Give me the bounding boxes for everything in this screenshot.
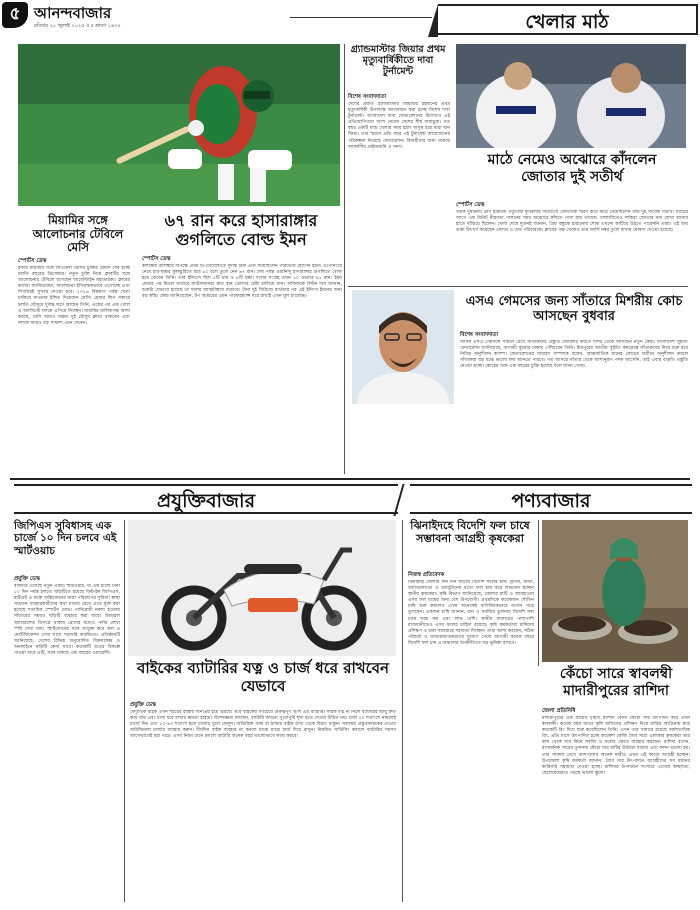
market-section-title: পণ্যবাজার: [511, 490, 591, 512]
coach-headline: এসএ গেমসের জন্য সাঁতারে মিশরীয় কোচ আসছেন বুধবার: [465, 294, 683, 325]
jota-photo-art: [456, 44, 686, 148]
cricket-photo-art: [18, 44, 340, 206]
fruit-byline: নিজস্ব প্রতিবেদক: [408, 572, 445, 578]
compost-photo: [542, 520, 688, 662]
date-line: রবিবার ২০ জুলাই ২০২৫ ॥ ৫ শ্রাবণ ১৪৩২: [34, 23, 121, 29]
fruit-body: ঝিনাইদহ জেলায় দিন দিন বাড়ছে বিদেশি ফলের চাষ। ড্রাগন, মাল্টা, অ্যাভোকাডো ও রামবুটানের মতো ফল চাষ করে লাভবান হচ্ছেন স্থানীয় কৃষকেরা। কৃষি বিভাগ জানিয়েছে, জেলার মাটি ও আবহাওয়া এসব ফল চাষের জন্য বেশ উপযোগী। প্রথমদিকে কয়েকজন শৌখিন চাষি শুরু করলেও এখন অনেকেই বাণিজ্যিকভাবে বাগান গড়ে তুলছেন। একজন চাষি জানান, ধান ও সবজির তুলনায় বিদেশি ফল চাষে খরচ কম এবং লাভ বেশি। স্থানীয় বাজারের পাশাপাশি রাজধানীতেও এসব ফলের চাহিদা রয়েছে। কৃষি কর্মকর্তারা চাষিদের প্রশিক্ষণ ও চারা সরবরাহে সহায়তা দিচ্ছেন। তারা আশা করছেন, সঠিক পরিচর্যা ও বাজারজাতকরণের সুযোগ পেলে আগামী কয়েক বছরে বিদেশি ফল চাষ এ অঞ্চলের অর্থনীতিতে বড় ভূমিকা রাখবে।: [408, 580, 534, 646]
coach-byline: বিশেষ সংবাদদাতা: [460, 332, 499, 338]
sports-section-title: খেলার মাঠ: [525, 11, 609, 33]
coach-photo-art: [352, 290, 454, 404]
cricket-photo: [18, 44, 340, 206]
sports-col-divider: [344, 44, 345, 474]
masthead: [0, 0, 700, 40]
jota-photo: [456, 44, 686, 148]
banner-slant: [428, 4, 438, 37]
compost-body: মাদারীপুরের এক গ্রামের গৃহিণী রাশিদা বেগম কেঁচো সার উৎপাদন করে এখন স্বাবলম্বী। কয়েক বছর আগে কৃষি অফিসের প্রশিক্ষণ নিয়ে বাড়ির আঙিনায় মাত্র কয়েকটি রিং দিয়ে শুরু করেছিলেন তিনি। এখন তার খামারে রয়েছে অর্ধশতাধিক রিং, প্রতি মাসে উৎপাদিত হচ্ছে কয়েকশ কেজি জৈব সার। এলাকার কৃষকেরা তার কাছ থেকে সার কিনে সবজি ও ফলের ক্ষেতে ব্যবহার করছেন। রাশিদা বলেন, রাসায়নিক সারের তুলনায় কেঁচো সার মাটির উর্বরতা বাড়ায় এবং ফলন ভালো হয়। তার সাফল্য দেখে আশপাশের অনেক নারীও এখন এই কাজে আগ্রহী হচ্ছেন। উপজেলা কৃষি কর্মকর্তা জানান, জৈব সার উৎপাদনে আগ্রহীদের সব ধরনের কারিগরি সহায়তা দেওয়া হচ্ছে। রাশিদার উপার্জনে সংসারে এসেছে স্বচ্ছলতা, ছেলেমেয়েরাও পড়ছে ভালো স্কুলে।: [542, 716, 690, 776]
compost-photo-art: [542, 520, 688, 662]
chess-byline: বিশেষ সংবাদদাতা: [348, 94, 387, 100]
page-number: ৫: [9, 4, 21, 24]
coach-photo: [352, 290, 454, 404]
cricket-byline: স্পোর্টস ডেস্ক: [142, 256, 171, 262]
messi-headline: মিয়ামির সঙ্গে আলোচনার টেবিলে মেসি: [32, 213, 124, 255]
tech-banner: [14, 484, 398, 514]
fruit-headline: ঝিনাইদহে বিদেশি ফল চাষে সম্ভাবনা আগ্রহী কৃষকেরা: [410, 519, 530, 545]
tech-market-divider: [402, 520, 403, 902]
paper-logo: আনন্দবাজার: [34, 4, 112, 22]
bike-headline: বাইকের ব্যাটারির যত্ন ও চার্জ ধরে রাখবেন যেভাবে: [137, 659, 389, 695]
cricket-body: কলম্বোয় শ্রীলঙ্কার বিপক্ষে প্রথম টি-টোয়েন্টিতে দুর্দান্ত শুরু এনে দিয়েছিলেন পারভেজ হোসেন ইমন। ওপেনিংয়ে নেমে চার-ছক্কার ফুলঝুরিতে মাত্র ৪২ বলে তুলে নেন ৬৭ রান। শেষ পর্যন্ত ওয়ানিন্দু হাসারাঙ্গার গুগলিতে বোল্ড হয়ে ফেরেন তিনি। তার ইনিংসে ছিল ৫টি চার ও ৪টি ছক্কা। দলের সংগ্রহ তখন ১০ ওভারে ৯২ রান। ইমন ফেরার পর মিডল অর্ডারে ব্যাটসম্যানরা দ্রুত রান তোলার চেষ্টা চালিয়ে যান। অধিনায়ক লিটন দাস জানান, শুরুটা যেভাবে হয়েছে তা দলের আত্মবিশ্বাস বাড়াবে। টানা দুই সিরিজে ব্যর্থতার পর এই ইনিংস ইমনের জন্য বড় স্বস্তি। কোচ জানিয়েছেন, টপ অর্ডারের এমন পারফরম্যান্স ধরে রাখাই এখন মূল চ্যালেঞ্জ।: [142, 264, 342, 300]
market-banner: [410, 484, 692, 514]
masthead-rule: [290, 17, 432, 18]
section-separator: [10, 478, 690, 480]
jota-headline: মাঠে নেমেও অঝোরে কাঁদলেন জোতার দুই সতীর্থ: [487, 152, 657, 185]
watch-headline: জিপিএস সুবিধাসহ এক চার্জে ১০ দিন চলবে এই স্মার্টওয়াচ: [14, 520, 117, 557]
cricket-headline: ৬৭ রান করে হাসারাঙ্গার গুগলিতে বোল্ড ইমন: [164, 211, 318, 249]
watch-body: বাজারে এসেছে নতুন একটি স্মার্টওয়াচ, যা এক চার্জে টানা ১০ দিন পর্যন্ত চলবে। ঘড়িটিতে রয়েছে বিল্ট-ইন জিপিএস, হার্টরেট ও রক্তে অক্সিজেনের মাত্রা পরিমাপের সুবিধা। স্বাস্থ্য সচেতন ব্যবহারকারীদের কথা মাথায় রেখে এতে যুক্ত করা হয়েছে শতাধিক স্পোর্টস মোড। পানিরোধী নকশা হওয়ায় সাঁতারের সময়ও ঘড়িটি ব্যবহার করা যাবে। উজ্জ্বল অ্যামোলেড ডিসপ্লে থাকায় রোদের মধ্যেও পর্দার লেখা স্পষ্ট দেখা যায়। স্মার্টফোনের সঙ্গে সংযুক্ত করে কল ও নোটিফিকেশন দেখা যাবে সরাসরি কবজিতে। প্রতিষ্ঠানটি জানিয়েছে, দেশের বিভিন্ন অনুমোদিত বিক্রয়কেন্দ্র ও অনলাইনে ঘড়িটি কেনা যাবে। কয়েকটি রঙের বিকল্পে পাওয়া যাবে এটি, সঙ্গে থাকছে এক বছরের ওয়ারেন্টি।: [14, 584, 120, 657]
sports-row-divider: [348, 286, 688, 287]
messi-byline: স্পোর্টস ডেস্ক: [18, 258, 47, 264]
compost-byline: জেলা প্রতিনিধি: [542, 708, 576, 714]
jota-body: সড়ক দুর্ঘটনায় প্রাণ হারানো পর্তুগিজ ফুটবলার দিয়োগো জোতাকে স্মরণ করে মাঠে নেমেছিলেন তার দুই সাবেক সতীর্থ। ম্যাচের আগে এক মিনিট নীরবতা পালনের সময় অঝোরে কাঁদতে দেখা যায় তাদের। গ্যালারিতেও দর্শকরা জোতার নাম লেখা ব্যানার হাতে দাঁড়িয়ে ছিলেন। খেলা শেষে দুজনই জানান, প্রিয় বন্ধুকে হারানোর শোক এখনো কাটিয়ে উঠতে পারেননি তারা। এই জয় তারা উৎসর্গ করেছেন জোতা ও তার পরিবারকে। ক্লাবের পক্ষ থেকেও তার জার্সি নম্বর তুলে রাখার ঘোষণা দেওয়া হয়েছে।: [456, 210, 688, 234]
tech-col-divider: [124, 520, 125, 902]
ebike-photo-art: [128, 520, 396, 656]
tech-section-title: প্রযুক্তিবাজার: [156, 490, 256, 512]
bike-body: বৈদ্যুতিক বাইক এখন শহরের রাস্তায় জনপ্রিয় হয়ে উঠছে। তবে বাইকের সবচেয়ে গুরুত্বপূর্ণ অংশ এর ব্যাটারি। সঠিক যত্ন না নিলে ব্যাটারির আয়ু দ্রুত কমে যায় এবং চার্জ ধরে রাখার ক্ষমতা হারায়। বিশেষজ্ঞরা বলছেন, ব্যাটারি কখনো পুরোপুরি শূন্য হতে দেওয়া উচিত নয়। চার্জ ২০ শতাংশে নামলেই চার্জে দিন এবং ৮০-৯০ শতাংশ হলে চার্জার খুলে ফেলুন। অতিরিক্ত গরম বা ঠান্ডায় বাইক রাখা থেকে বিরত থাকুন। সবসময় প্রস্তুতকারকের দেওয়া অরিজিনাল চার্জার ব্যবহার করুন। দীর্ঘদিন বাইক ব্যবহার না করলে মাঝে মাঝে চার্জ দিয়ে রাখুন। নিয়মিত সার্ভিসিং করালে ব্যাটারির সমস্যা আগেভাগেই ধরা পড়ে। এসব নিয়ম মেনে চললে ব্যাটারি অনেক বছর ভালোভাবে কাজ করবে।: [130, 710, 396, 740]
messi-body: ইন্টার মায়ামির সঙ্গে লিওনেল মেসির চুক্তির মেয়াদ শেষ হচ্ছে চলতি বছরের ডিসেম্বরে। নতুন চুক্তি নিয়ে ক্লাবটির সঙ্গে আলোচনার টেবিলে বসেছেন আর্জেন্টাইন মহাতারকা। ক্লাবের কর্তারা জানিয়েছেন, আলোচনা ইতিবাচকভাবে এগোচ্ছে এবং শিগগিরই সুখবর দেওয়া হবে। ২০২৬ বিশ্বকাপ পর্যন্ত খেলা চালিয়ে যাওয়ার ইঙ্গিত দিয়েছেন মেসি। মেজর লিগ সকারে চলতি মৌসুমে দুর্দান্ত ফর্মে আছেন তিনি, একের পর এক গোল ও অ্যাসিস্টে দলকে এগিয়ে নিচ্ছেন। মায়ামির মালিকপক্ষ আশা করছে, মেসি আরও অন্তত দুই মৌসুম ক্লাবে থাকবেন এবং দলকে আরও বড় সাফল্য এনে দেবেন।: [18, 266, 130, 326]
bike-byline: প্রযুক্তি ডেস্ক: [130, 702, 156, 708]
coach-body: আসন্ন এসএ গেমসকে সামনে রেখে সাঁতারুদের প্রস্তুতি জোরদার করতে মিশর থেকে আসছেন নতুন কোচ। বাংলাদেশ সুইমিং ফেডারেশন জানিয়েছে, আগামী বুধবার ঢাকায় পৌঁছাবেন তিনি। মিরপুরের জাতীয় সুইমিং কমপ্লেক্সে সাঁতারুদের নিয়ে শুরু হবে নিবিড় অনুশীলন ক্যাম্প। ফেডারেশনের সাধারণ সম্পাদক বলেন, আন্তর্জাতিক মানের কোচের অধীনে অনুশীলন করলে সাঁতারুরা বড় মঞ্চে ভালো ফল আনতে পারবে। গত আসরে সাঁতার থেকে আশানুরূপ পদক আসেনি, তাই এবার বাড়তি প্রস্তুতি নেওয়া হচ্ছে। কোচের সঙ্গে এক বছরের চুক্তি হয়েছে বলে জানা গেছে।: [460, 340, 688, 370]
jota-byline: স্পোর্টস ডেস্ক: [456, 202, 485, 208]
chess-headline: গ্র্যান্ডমাস্টার জিয়ার প্রথম মৃত্যুবার্ষিকীতে দাবা টুর্নামেন্ট: [350, 44, 446, 78]
market-col-divider: [538, 520, 539, 666]
watch-byline: প্রযুক্তি ডেস্ক: [14, 576, 40, 582]
page-number-badge: [2, 2, 28, 28]
compost-headline: কেঁচো সারে স্বাবলম্বী মাদারীপুরের রাশিদা: [559, 666, 673, 699]
chess-body: দেশের প্রয়াত গ্র্যান্ডমাস্টার জিয়াউর রহমানের প্রথম মৃত্যুবার্ষিকী উপলক্ষে আয়োজন করা হচ্ছে বিশেষ দাবা টুর্নামেন্ট। বাংলাদেশ দাবা ফেডারেশনের উদ্যোগে এই প্রতিযোগিতায় অংশ নেবেন দেশের শীর্ষ দাবাড়ুরা। গত বছর একটি ম্যাচ খেলার সময় হঠাৎ অসুস্থ হয়ে মারা যান জিয়া। তার স্মরণে প্রতি বছর এই টুর্নামেন্ট আয়োজনের পরিকল্পনা নিয়েছে ফেডারেশন। বিজয়ীদের জন্য থাকছে আকর্ষণীয় প্রাইজমানি ও সনদ।: [348, 102, 450, 150]
section-banner-sports: [438, 4, 698, 35]
ebike-photo: [128, 520, 396, 656]
